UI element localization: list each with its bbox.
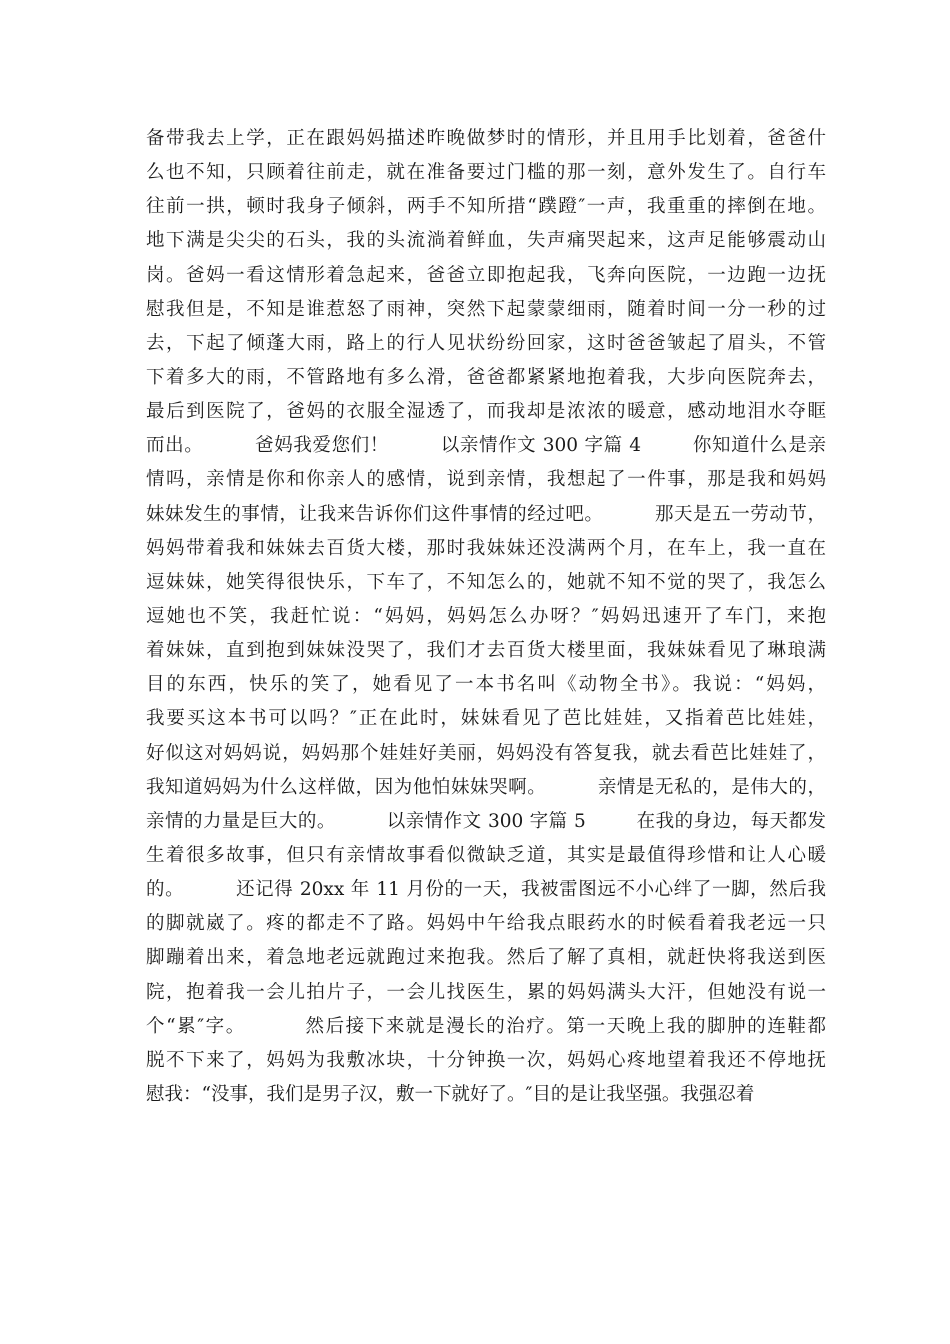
text-line: 院，抱着我一会儿拍片子，一会儿找医生，累的妈妈满头大汗，但她没有说一 (146, 981, 826, 1003)
text-line: 去，下起了倾蓬大雨，路上的行人见状纷纷回家，这时爸爸皱起了眉头，不管 (146, 332, 826, 354)
text-line: 妹妹发生的事情，让我来告诉你们这件事情的经过吧。 那天是五一劳动节， (146, 503, 826, 525)
text-line: 的脚就崴了。疼的都走不了路。妈妈中午给我点眼药水的时候看着我老远一只 (146, 913, 826, 935)
text-line: 慰我：“没事，我们是男子汉，敷一下就好了。″目的是让我坚强。我强忍着 (146, 1083, 755, 1105)
text-line: 慰我但是，不知是谁惹怒了雨神，突然下起蒙蒙细雨，随着时间一分一秒的过 (146, 298, 826, 320)
text-line: 下着多大的雨，不管路地有多么滑，爸爸都紧紧地抱着我，大步向医院奔去， (146, 366, 826, 388)
text-line: 逗妹妹，她笑得很快乐，下车了，不知怎么的，她就不知不觉的哭了，我怎么 (146, 571, 826, 593)
text-line: 备带我去上学，正在跟妈妈描述昨晚做梦时的情形，并且用手比划着，爸爸什 (146, 128, 826, 149)
text-line: 生着很多故事，但只有亲情故事看似微缺乏道，其实是最值得珍惜和让人心暖 (146, 844, 826, 866)
text-line: 最后到医院了，爸妈的衣服全湿透了，而我却是浓浓的暖意，感动地泪水夺眶 (146, 401, 826, 423)
text-line: 地下满是尖尖的石头，我的头流淌着鲜血，失声痛哭起来，这声足能够震动山 (146, 230, 826, 252)
text-line: 我要买这本书可以吗？″正在此时，妹妹看见了芭比娃娃，又指着芭比娃娃， (146, 708, 826, 730)
text-line: 逗她也不笑，我赶忙说：“妈妈，妈妈怎么办呀？″妈妈迅速开了车门，来抱 (146, 605, 826, 627)
text-line: 妈妈带着我和妹妹去百货大楼，那时我妹妹还没满两个月，在车上，我一直在 (146, 537, 826, 559)
text-line: 而出。 爸妈我爱您们！ 以亲情作文 300 字篇 4 你知道什么是亲 (146, 435, 826, 457)
text-line: 脱不下来了，妈妈为我敷冰块，十分钟换一次，妈妈心疼地望着我还不停地抚 (146, 1049, 826, 1071)
text-line: 好似这对妈妈说，妈妈那个娃娃好美丽，妈妈没有答复我，就去看芭比娃娃了， (146, 742, 826, 764)
text-line: 着妹妹，直到抱到妹妹没哭了，我们才去百货大楼里面，我妹妹看见了琳琅满 (146, 640, 826, 662)
text-line: 脚蹦着出来，着急地老远就跑过来抱我。然后了解了真相，就赶快将我送到医 (146, 947, 826, 969)
text-line: 情吗，亲情是你和你亲人的感情，说到亲情，我想起了一件事，那是我和妈妈 (146, 469, 826, 491)
text-line: 岗。爸妈一看这情形着急起来，爸爸立即抱起我，飞奔向医院，一边跑一边抚 (146, 264, 826, 286)
text-line: 的。 还记得 20xx 年 11 月份的一天，我被雷图远不小心绊了一脚，然后我 (146, 879, 826, 901)
text-line: 目的东西，快乐的笑了，她看见了一本书名叫《动物全书》。我说：“妈妈， (146, 674, 826, 696)
text-line: 亲情的力量是巨大的。 以亲情作文 300 字篇 5 在我的身边，每天都发 (146, 810, 826, 832)
text-line: 往前一拱，顿时我身子倾斜，两手不知所措“蹼蹬″一声，我重重的摔倒在地。 (146, 196, 826, 218)
body-text (146, 122, 826, 1112)
text-line: 么也不知，只顾着往前走，就在准备要过门槛的那一刻，意外发生了。自行车 (146, 162, 826, 184)
text-line: 我知道妈妈为什么这样做，因为他怕妹妹哭啊。 亲情是无私的，是伟大的， (146, 776, 826, 798)
text-line: 个“累″字。 然后接下来就是漫长的治疗。第一天晚上我的脚肿的连鞋都 (146, 1015, 826, 1037)
